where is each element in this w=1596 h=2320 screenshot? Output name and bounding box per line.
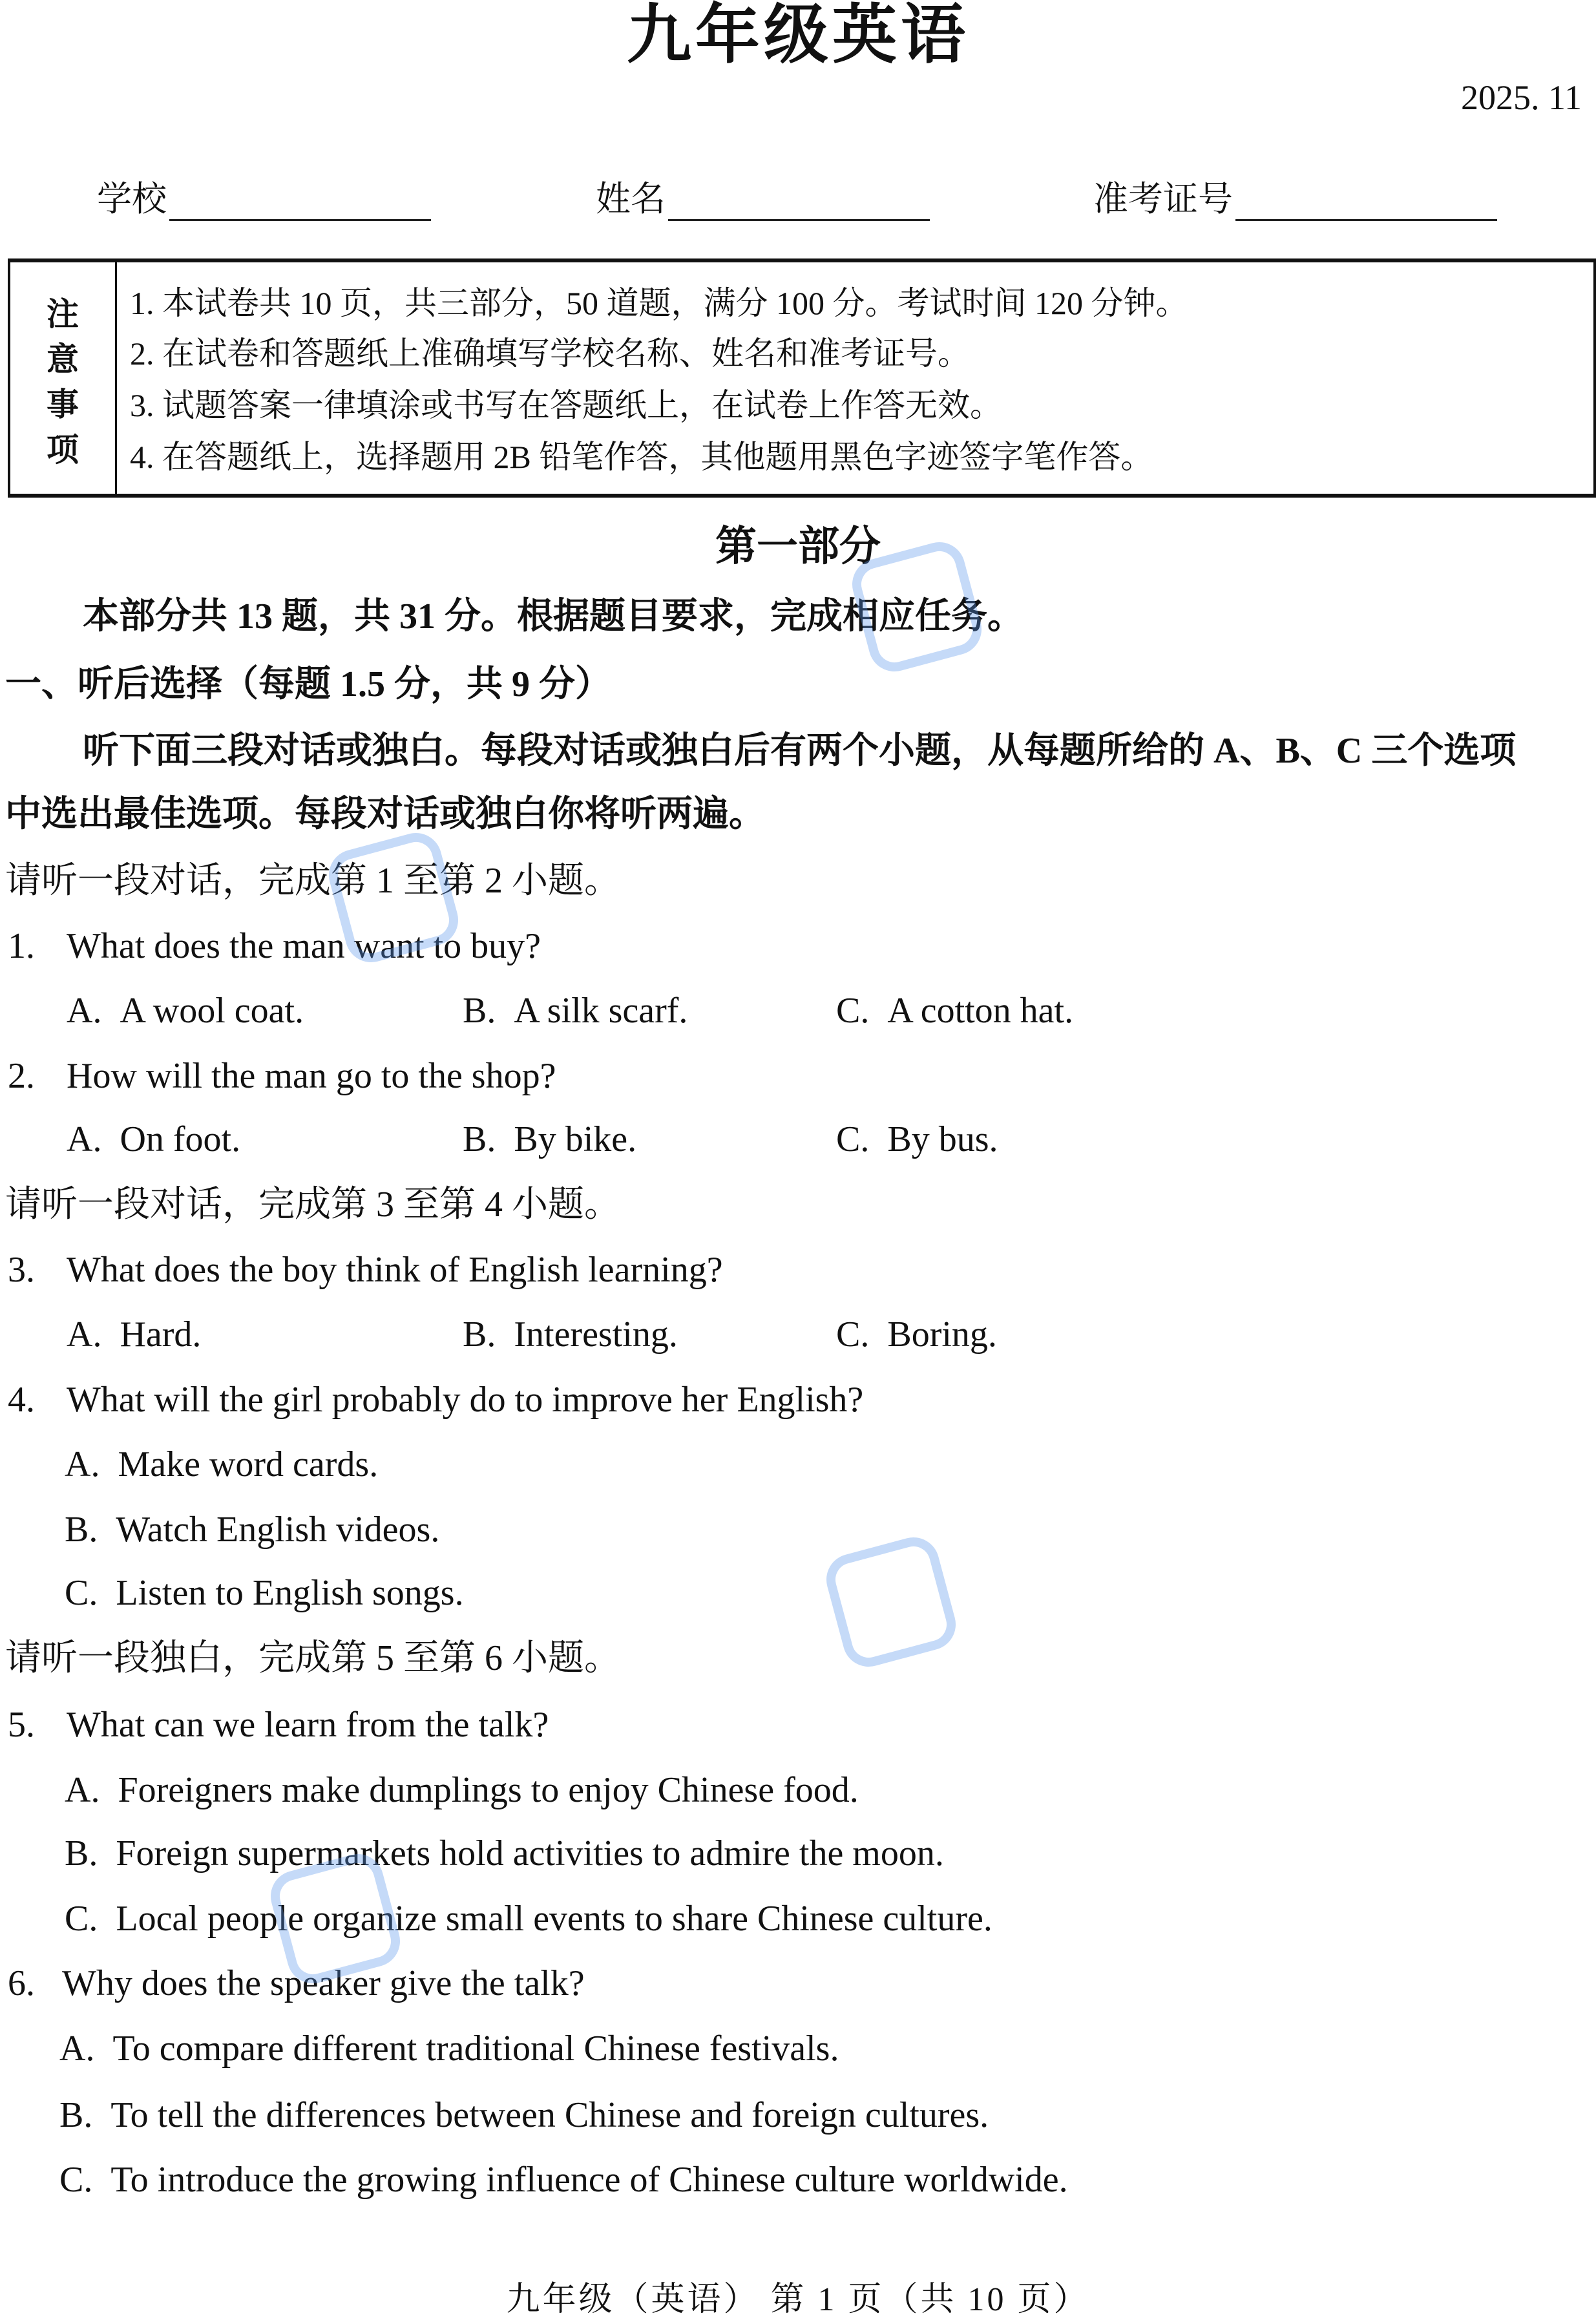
school-field (97, 171, 431, 221)
option: A. On foot. (67, 1119, 241, 1159)
part-title: 第一部分 (715, 523, 881, 569)
question-text: How will the man go to the shop? (67, 1056, 556, 1096)
name-field (596, 171, 930, 221)
notice-item: 3. 试题答案一律填涂或书写在答题纸上，在试卷上作答无效。 (130, 387, 1002, 423)
listening-prompt: 请听一段独白，完成第 5 至第 6 小题。 (5, 1638, 620, 1678)
notice-label-char: 注 (47, 296, 79, 332)
option: C. By bus. (836, 1119, 998, 1159)
notice-label-char: 项 (47, 432, 79, 468)
exam-id-label: 准考证号 (1093, 180, 1233, 218)
name-blank (668, 187, 930, 221)
option: B. By bike. (463, 1119, 637, 1159)
option: A. Make word cards. (65, 1444, 379, 1484)
option: A. To compare different traditional Chinese festivals. (59, 2029, 839, 2069)
watermark-logo-icon (821, 1532, 961, 1672)
listening-prompt: 请听一段对话，完成第 1 至第 2 小题。 (5, 861, 620, 901)
option: B. Foreign supermarkets hold activities to admire the moon. (65, 1833, 944, 1873)
question-text: What does the boy think of English learning? (67, 1250, 723, 1290)
notice-item: 4. 在答题纸上，选择题用 2B 铅笔作答，其他题用黑色字迹签字笔作答。 (130, 439, 1153, 475)
instructions: 中选出最佳选项。每段对话或独白你将听两遍。 (5, 794, 765, 834)
question-text: What will the girl probably do to improve her English? (67, 1380, 864, 1420)
exam-id-blank (1235, 187, 1497, 221)
notice-label-char: 事 (47, 386, 79, 423)
section-title: 一、听后选择（每题 1.5 分，共 9 分） (5, 664, 611, 704)
option: B. Watch English videos. (65, 1510, 440, 1550)
option: A. A wool coat. (67, 991, 304, 1031)
option: B. To tell the differences between Chinese and foreign cultures. (59, 2095, 989, 2135)
question-text: Why does the speaker give the talk? (62, 1963, 585, 2003)
exam-date: 2025. 11 (1461, 78, 1582, 117)
question-number: 2. (8, 1056, 35, 1096)
option: C. Local people organize small events to share Chinese culture. (65, 1899, 992, 1939)
option: B. Interesting. (463, 1314, 678, 1355)
listening-prompt: 请听一段对话，完成第 3 至第 4 小题。 (5, 1185, 620, 1225)
page-footer: 九年级（英语） 第 1 页（共 10 页） (506, 2281, 1090, 2318)
question-number: 6. (8, 1963, 35, 2003)
exam-id-field (1093, 171, 1497, 221)
question-text: What does the man want to buy? (67, 926, 541, 966)
question-number: 5. (8, 1705, 35, 1745)
question-number: 3. (8, 1250, 35, 1290)
option: C. Boring. (836, 1314, 997, 1355)
notice-item: 1. 本试卷共 10 页，共三部分，50 道题，满分 100 分。考试时间 120 分钟。 (130, 285, 1188, 321)
option: A. Hard. (67, 1314, 202, 1355)
instructions: 听下面三段对话或独白。每段对话或独白后有两个小题，从每题所给的 A、B、C 三个选项 (83, 731, 1517, 771)
option: C. A cotton hat. (836, 991, 1074, 1031)
notice-box (8, 258, 1596, 498)
option: C. To introduce the growing influence of Chinese culture worldwide. (59, 2160, 1068, 2200)
exam-title: 九年级英语 (627, 0, 969, 71)
school-blank (169, 187, 431, 221)
option: C. Listen to English songs. (65, 1573, 464, 1613)
question-number: 4. (8, 1380, 35, 1420)
option: B. A silk scarf. (463, 991, 688, 1031)
part-intro: 本部分共 13 题，共 31 分。根据题目要求，完成相应任务。 (83, 596, 1024, 637)
notice-item: 2. 在试卷和答题纸上准确填写学校名称、姓名和准考证号。 (130, 335, 970, 372)
school-label: 学校 (97, 180, 167, 218)
question-number: 1. (8, 926, 35, 966)
option: A. Foreigners make dumplings to enjoy Chinese food. (65, 1770, 859, 1810)
notice-label (10, 262, 117, 494)
question-text: What can we learn from the talk? (67, 1705, 549, 1745)
notice-label-char: 意 (47, 341, 79, 377)
name-label: 姓名 (596, 180, 666, 218)
